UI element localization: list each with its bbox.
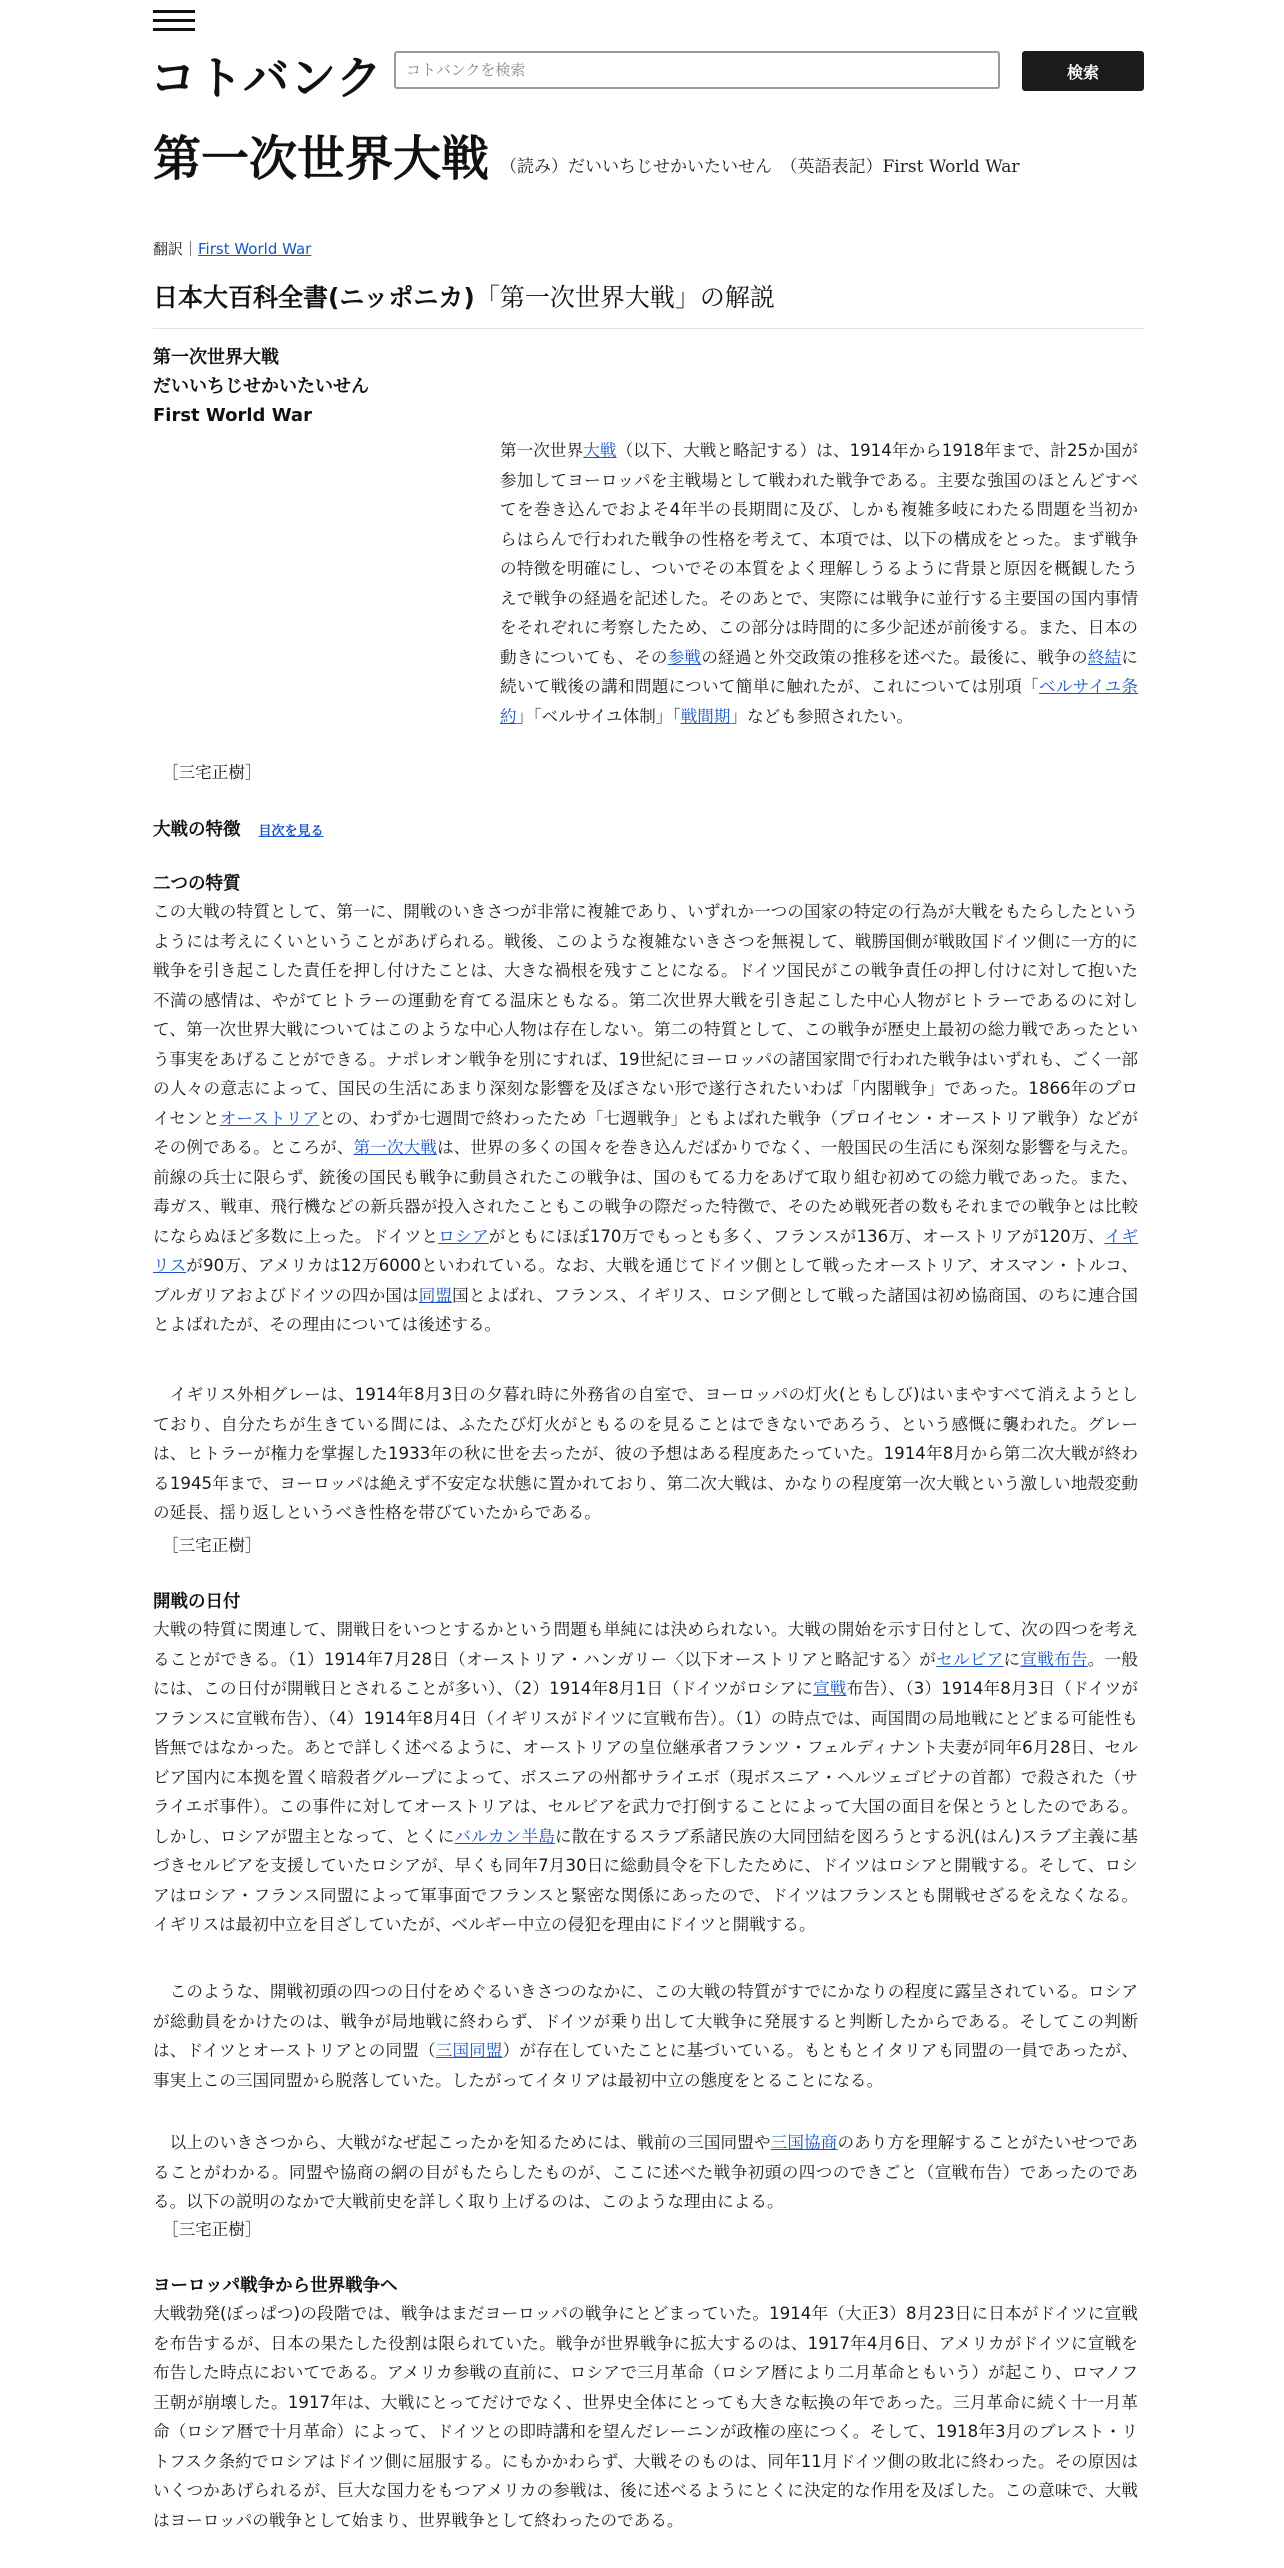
link-russia[interactable]: ロシア (438, 1226, 489, 1246)
body-text: のあり方を理解することがたいせつであることがわかる。同盟や協商の網の目がもたらしたものが、ここに述べた戦争初頭の四つのできごと（宣戦布告）であったのである。以下の説明のなかで大戦前史を詳しく取り上げるのは、このような理由による。 (153, 2133, 1139, 2211)
section-title-two-features: 二つの特質 (153, 874, 241, 894)
translation-label: 翻訳｜ (153, 240, 199, 258)
headword-english: First World War (153, 405, 312, 426)
translation-line (153, 238, 311, 259)
intro-text: （以下、大戦と略記する）は、1914年から1918年まで、計25か国が参加してヨーロッパを主戦場として戦われた戦争である。主要な強国のほとんどすべてを巻き込んでおよそ4年半の長期間に及び、しかも複雑多岐にわたる問題を当初からはらんで行われた戦争の性格を考えて、本項では、以下の構成をとった。まず戦争の特徴を明確にし、ついでその本質をよく理解しうるように背景と原因を概観したうえで戦争の経過を記述した。そのあとで、実際には戦争に並行する主要国の国内事情をそれぞれに考察したため、この部分は時間的に多少記述が前後する。また、日本の動きについても、その (500, 441, 1139, 667)
author-credit: ［三宅正樹］ (162, 1536, 262, 1555)
link-alliance[interactable]: 同盟 (418, 1285, 453, 1305)
source-name: 日本大百科全書(ニッポニカ) (153, 283, 475, 312)
body-text: に散在するスラブ系諸民族の大同団結を図ろうとする汎(はん)スラブ主義に基づきセルビアを支援していたロシアが、早くも同年7月30日に総動員令を下したために、ドイツはロシアと開戦する。そして、ロシアはロシア・フランス同盟によって軍事面でフランスと緊密な関係にあったので、ドイツはフランスとも開戦せざるをえなくなる。イギリスは最初中立を目ざしていたが、ベルギー中立の侵犯を理由にドイツと開戦する。 (153, 1826, 1138, 1934)
body-text: 以上のいきさつから、大戦がなぜ起こったかを知るためには、戦前の三国同盟や (153, 2133, 771, 2152)
intro-text: に続いて戦後の講和問題について簡単に触れたが、これについては別項「 (500, 647, 1139, 696)
body-text: ）が存在していたことに基づいている。もともとイタリアも同盟の一員であったが、事実上この三国同盟から脱落していた。したがってイタリアは最初中立の態度をとることになる。 (153, 2041, 1138, 2090)
english-prefix: （英語表記） (789, 157, 883, 177)
translation-link[interactable]: First World War (198, 240, 312, 258)
link-austria[interactable]: オーストリア (219, 1108, 320, 1128)
section-title-features (153, 816, 324, 841)
body-text: 大戦の特質に関連して、開戦日をいつとするかという問題も単純には決められない。大戦の開始を示す日付として、次の四つを考えることができる。（1）1914年7月28日（オーストリア・ハンガリー〈以下オーストリアと略記する〉が (153, 1620, 1138, 1669)
link-britain[interactable]: イギリス (153, 1226, 1139, 1275)
body-text: 国とよばれ、フランス、イギリス、ロシア側として戦った諸国は初め協商国、のちに連合国とよばれたが、その理由については後述する。 (153, 1285, 1138, 1334)
link-sansen[interactable]: 参戦 (667, 647, 702, 667)
body-text: 。一般には、この日付が開戦日とされることが多い）、（2）1914年8月1日（ドイツがロシアに (153, 1649, 1139, 1698)
intro-text: の経過と外交政策の推移を述べた。最後に、戦争の (701, 647, 1088, 667)
link-versailles-treaty[interactable]: ベルサイユ条約 (500, 677, 1138, 726)
grey-paragraph: イギリス外相グレーは、1914年8月3日の夕暮れ時に外務省の自室で、ヨーロッパの灯火(ともしび)はいまやすべて消えようとしており、自分たちが生きている間には、ふたたび灯火がともるのを見ることはできないであろう、という感慨に襲われた。グレーは、ヒトラーが権力を掌握した1933年の秋に世を去ったが、彼の予想はある程度あたっていた。1914年8月から第二次大戦が終わる1945年まで、ヨーロッパは絶えず不安定な状態に置かれており、第二次大戦は、かなりの程度第一次大戦という激しい地殻変動の延長、揺り返しというべき性格を帯びていたからである。 (153, 1385, 1138, 1522)
link-balkan[interactable]: バルカン半島 (454, 1826, 555, 1846)
link-shuketsu[interactable]: 終結 (1087, 647, 1122, 667)
reading-prefix: （読み） (500, 157, 568, 177)
headword-reading: だいいちじせかいたいせん (153, 376, 369, 397)
link-first-world-war[interactable]: 第一次大戦 (353, 1138, 437, 1157)
link-triple-entente[interactable]: 三国協商 (770, 2133, 838, 2152)
body-text: が90万、アメリカは12万6000といわれている。なお、大戦を通じてドイツ側として戦ったオーストリア、オスマン・トルコ、ブルガリアおよびドイツの四か国は (153, 1256, 1139, 1305)
link-sensen[interactable]: 宣戦 (813, 1679, 847, 1698)
toc-link[interactable]: 目次を見る (258, 824, 324, 839)
body-text: このような、開戦初頭の四つの日付をめぐるいきさつのなかに、この大戦の特質がすでにかなりの程度に露呈されている。ロシアが総動員をかけたのは、戦争が局地戦に終わらず、ドイツが乗り出して大戦争に発展すると判断したからである。そしてこの判断は、ドイツとオーストリアとの同盟（ (153, 1982, 1138, 2060)
link-serbia[interactable]: セルビア (936, 1649, 1004, 1669)
link-taisen[interactable]: 大戦 (583, 441, 617, 460)
headword-block (153, 343, 369, 430)
body-text: がともにほぼ170万でもっとも多く、フランスが136万、オーストリアが120万、 (488, 1226, 1105, 1246)
source-subtitle: 「第一次世界大戦」の解説 (474, 283, 775, 312)
menu-icon[interactable] (153, 10, 195, 32)
outbreak-paragraph-2 (153, 1977, 1138, 2095)
intro-paragraph (153, 436, 1138, 732)
link-triple-alliance[interactable]: 三国同盟 (435, 2041, 503, 2060)
intro-text: 第一次世界 (500, 441, 584, 460)
body-text: に (1003, 1649, 1021, 1669)
intro-text: 」なども参照されたい。 (730, 706, 914, 726)
intro-spacer (153, 436, 500, 732)
section-title-text: 大戦の特徴 (153, 820, 241, 840)
site-logo[interactable]: コトバンク (150, 51, 384, 105)
english-text: First World War (882, 157, 1020, 177)
reading-text: だいいちじせかいたいせん (568, 157, 772, 177)
link-interwar[interactable]: 戦間期 (680, 706, 731, 726)
body-text: 布告）、（3）1914年8月3日（ドイツがフランスに宣戦布告）、（4）1914年8月4日（イギリスがドイツに宣戦布告）。（1）の時点では、両国間の局地戦にとどまる可能性も皆無ではなかった。あとで詳しく述べるように、オーストリアの皇位継承者フランツ・フェルディナント夫妻が同年6月28日、セルビア国内に本拠を置く暗殺者グループによって、ボスニアの州都サライエボ（現ボスニア・ヘルツェゴビナの首都）で殺された（サライエボ事件）。この事件に対してオーストリアは、セルビアを武力で打倒することによって大国の面目を保とうとしたのである。しかし、ロシアが盟主となって、とくに (153, 1679, 1138, 1846)
page-title: 第一次世界大戦 (153, 131, 490, 187)
body-text: との、わずか七週間で終わったため「七週戦争」ともよばれた戦争（プロイセン・オーストリア戦争）などがその例である。ところが、 (153, 1108, 1138, 1157)
body-text: この大戦の特質として、第一に、開戦のいきさつが非常に複雑であり、いずれか一つの国家の特定の行為が大戦をもたらしたというようには考えにくいということがあげられる。戦後、このような複雑ないきさつを無視して、戦勝国側が戦敗国ドイツ側に一方的に戦争を引き起こした責任を押し付けたことは、大きな禍根を残すことになる。ドイツ国民がこの戦争責任の押し付けに対して抱いた不満の感情は、やがてヒトラーの運動を育てる温床ともなる。第二次世界大戦を引き起こした中心人物がヒトラーであるのに対して、第一次世界大戦についてはこのような中心人物は存在しない。第二の特質として、この戦争が歴史上最初の総力戦であったという事実をあげることができる。ナポレオン戦争を別にすれば、19世紀にヨーロッパの諸国家間で行われた戦争はいずれも、ごく一部の人々の意志によって、国民の生活にあまり深刻な影響を及ぼさない形で遂行されたいわば「内閣戦争」であった。1866年のプロイセンと (153, 902, 1138, 1128)
headword-title: 第一次世界大戦 (153, 347, 279, 368)
search-button[interactable]: 検索 (1022, 51, 1144, 91)
reading-line (500, 152, 1019, 177)
author-credit: ［三宅正樹］ (162, 2220, 262, 2239)
search-input[interactable] (394, 51, 1000, 89)
body-text: は、世界の多くの国々を巻き込んだばかりでなく、一般国民の生活にも深刻な影響を与えた。前線の兵士に限らず、銃後の国民も戦争に動員されたこの戦争は、国のもてる力をあげて取り組む初めての総力戦であった。また、毒ガス、戦車、飛行機などの新兵器が投入されたこともこの戦争の際だった特徴で、そのため戦死者の数もそれまでの戦争とは比較にならぬほど多数に上った。ドイツと (153, 1138, 1139, 1246)
section-title-outbreak: 開戦の日付 (153, 1592, 241, 1612)
two-features-paragraph (153, 897, 1138, 1340)
outbreak-paragraph-3 (153, 2128, 1138, 2217)
intro-text: 」「ベルサイユ体制」「 (516, 706, 681, 726)
europe-paragraph: 大戦勃発(ぼっぱつ)の段階では、戦争はまだヨーロッパの戦争にとどまっていた。1914年（大正3）8月23日に日本がドイツに宣戦を布告するが、日本の果たした役割は限られていた。戦争が世界戦争に拡大するのは、1917年4月6日、アメリカがドイツに宣戦を布告した時点においてである。アメリカ参戦の直前に、ロシアで三月革命（ロシア暦により二月革命ともいう）が起こり、ロマノフ王朝が崩壊した。1917年は、大戦にとってだけでなく、世界史全体にとっても大きな転換の年であった。三月革命に続く十一月革命（ロシア暦で十月革命）によって、ドイツとの即時講和を望んだレーニンが政権の座につく。そして、1918年3月のブレスト・リトフスク条約でロシアはドイツ側に屈服する。にもかかわらず、大戦そのものは、同年11月ドイツ側の敗北に終わった。その原因はいくつかあげられるが、巨大な国力をもつアメリカの参戦は、後に述べるようにとくに決定的な作用を及ぼした。この意味で、大戦はヨーロッパの戦争として始まり、世界戦争として終わったのである。 (153, 2304, 1138, 2530)
source-heading (153, 278, 1144, 329)
section-title-europe-to-world: ヨーロッパ戦争から世界戦争へ (153, 2276, 398, 2296)
link-declaration-of-war[interactable]: 宣戦布告 (1020, 1649, 1088, 1669)
outbreak-paragraph (153, 1615, 1138, 1940)
author-credit: ［三宅正樹］ (162, 763, 262, 782)
